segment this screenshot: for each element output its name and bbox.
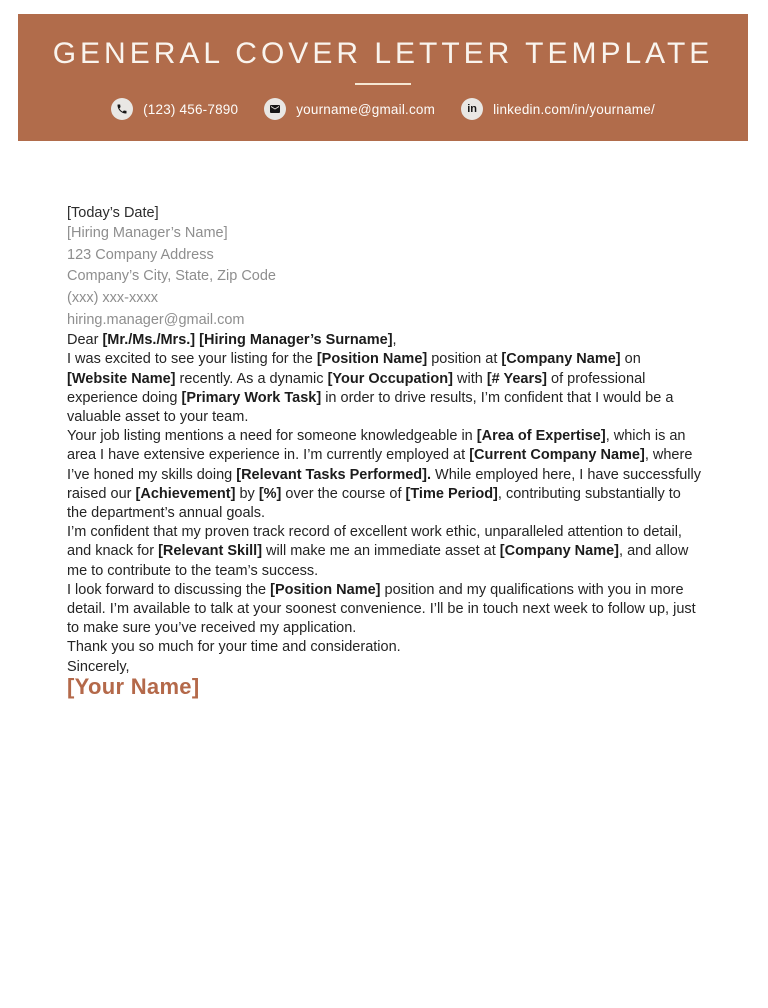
recipient-block	[67, 223, 702, 331]
linkedin-icon: in	[461, 98, 483, 120]
contact-linkedin	[461, 98, 655, 120]
contact-phone	[111, 98, 238, 120]
phone-number: (123) 456-7890	[143, 101, 239, 117]
recipient-email: hiring.manager@gmail.com	[67, 311, 245, 328]
linkedin-url: linkedin.com/in/yourname/	[493, 101, 655, 117]
letter-paragraphs	[67, 350, 702, 638]
page-title: GENERAL COVER LETTER TEMPLATE	[52, 37, 714, 70]
signature-name: [Your Name]	[67, 673, 200, 699]
contact-row	[18, 98, 748, 120]
letter-paragraph: I look forward to discussing the [Position Name] position and my qualifications with you in more detail. I’m available to talk at your soonest convenience. I’ll be in touch next week to follow up, just to make sure you’ve received my application.	[67, 581, 696, 637]
recipient-name: [Hiring Manager’s Name]	[67, 225, 228, 242]
phone-icon	[111, 98, 133, 120]
closing-line: Sincerely,	[67, 658, 130, 675]
contact-email	[264, 98, 435, 120]
salutation-line: Dear [Mr./Ms./Mrs.] [Hiring Manager’s Surname],	[67, 332, 397, 349]
recipient-city-state-zip: Company’s City, State, Zip Code	[67, 268, 276, 285]
thanks-line: Thank you so much for your time and consideration.	[67, 639, 401, 656]
header-banner	[18, 14, 748, 141]
email-icon	[264, 98, 286, 120]
title-divider	[355, 83, 411, 85]
letter-paragraph: I’m confident that my proven track record of excellent work ethic, unparalleled attention to detail, and knack for [Relevant Skill] will make me an immediate asset at [Company Name], and allow me to contribute to the team’s success.	[67, 524, 689, 579]
letter-paragraph: I was excited to see your listing for the [Position Name] position at [Company Name] on [Website Name] recently. As a dynamic [Your Occupation] with [# Years] of professional experience doing [Primary Work Task] in order to drive results, I’m confident that I would be a valuable asset to your team.	[67, 351, 674, 425]
cover-letter-page	[0, 14, 768, 1008]
recipient-address: 123 Company Address	[67, 246, 214, 263]
letter-body	[0, 141, 768, 699]
email-address: yourname@gmail.com	[296, 101, 436, 117]
date-line: [Today’s Date]	[67, 205, 159, 221]
letter-paragraph: Your job listing mentions a need for someone knowledgeable in [Area of Expertise], which is an area I have extensive experience in. I’m currently employed at [Current Company Name], where I’ve honed my skills doing [Relevant Tasks Performed]. While employed here, I have successfully raised our [Achievement] by [%] over the course of [Time Period], contributing substantially to the department’s annual goals.	[67, 428, 701, 521]
recipient-phone: (xxx) xxx-xxxx	[67, 289, 159, 306]
